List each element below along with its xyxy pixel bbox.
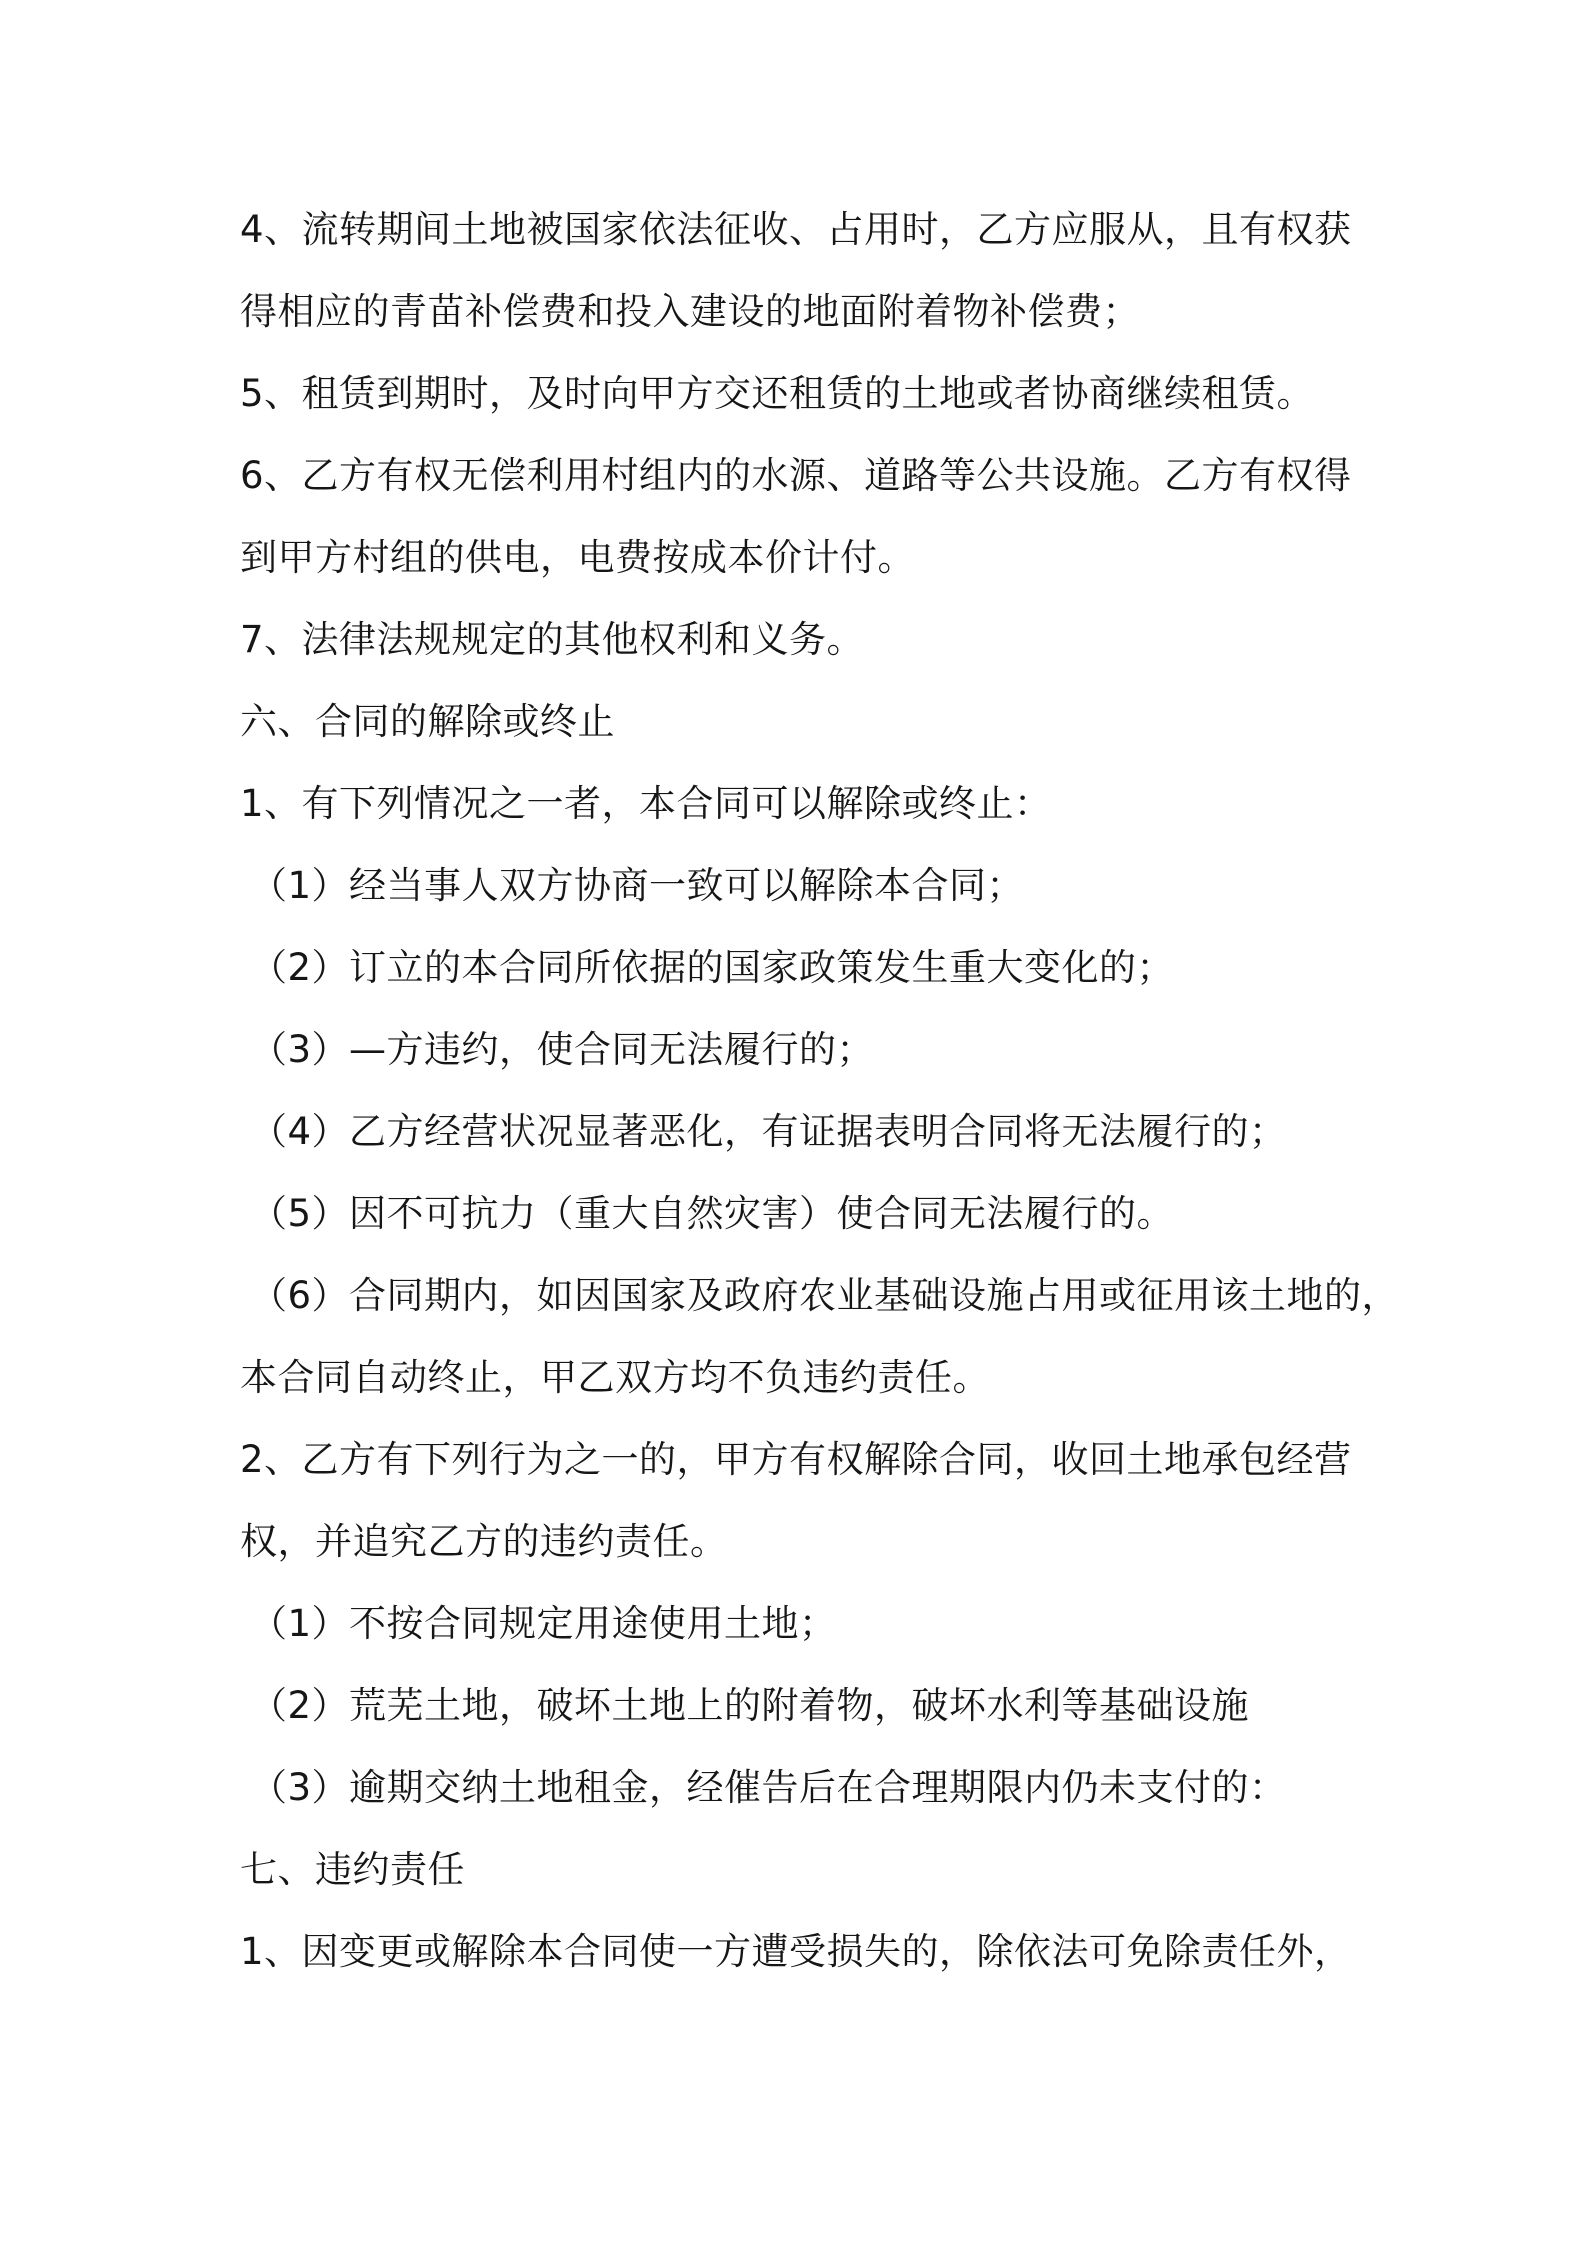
text-line: 2、乙方有下列行为之一的，甲方有权解除合同，收回土地承包经营 (240, 1438, 1352, 1481)
list-item: （6）合同期内，如因国家及政府农业基础设施占用或征用该土地的， (250, 1274, 1400, 1317)
list-item: （2）荒芜土地，破坏土地上的附着物，破坏水利等基础设施 (250, 1684, 1250, 1727)
text-line: 得相应的青苗补偿费和投入建设的地面附着物补偿费； (240, 290, 1140, 333)
text-line: 7、法律法规规定的其他权利和义务。 (240, 618, 865, 661)
section-heading: 六、合同的解除或终止 (240, 700, 615, 743)
text-line: 到甲方村组的供电，电费按成本价计付。 (240, 536, 915, 579)
section-heading: 七、违约责任 (240, 1848, 465, 1891)
text-line: 1、因变更或解除本合同使一方遭受损失的，除依法可免除责任外， (240, 1930, 1352, 1973)
text-line: 6、乙方有权无偿利用村组内的水源、道路等公共设施。乙方有权得 (240, 454, 1352, 497)
text-line: 5、租赁到期时，及时向甲方交还租赁的土地或者协商继续租赁。 (240, 372, 1315, 415)
text-line: 权，并追究乙方的违约责任。 (240, 1520, 728, 1563)
text-line: 1、有下列情况之一者，本合同可以解除或终止： (240, 782, 1052, 825)
list-item: （4）乙方经营状况显著恶化，有证据表明合同将无法履行的； (250, 1110, 1287, 1153)
text-line: 4、流转期间土地被国家依法征收、占用时，乙方应服从，且有权获 (240, 208, 1352, 251)
list-item: （1）经当事人双方协商一致可以解除本合同； (250, 864, 1025, 907)
text-line: 本合同自动终止，甲乙双方均不负违约责任。 (240, 1356, 990, 1399)
list-item: （1）不按合同规定用途使用土地； (250, 1602, 837, 1645)
list-item: （5）因不可抗力（重大自然灾害）使合同无法履行的。 (250, 1192, 1175, 1235)
list-item: （3）—方违约，使合同无法履行的； (250, 1028, 875, 1071)
list-item: （3）逾期交纳土地租金，经催告后在合理期限内仍未支付的： (250, 1766, 1287, 1809)
list-item: （2）订立的本合同所依据的国家政策发生重大变化的； (250, 946, 1175, 989)
